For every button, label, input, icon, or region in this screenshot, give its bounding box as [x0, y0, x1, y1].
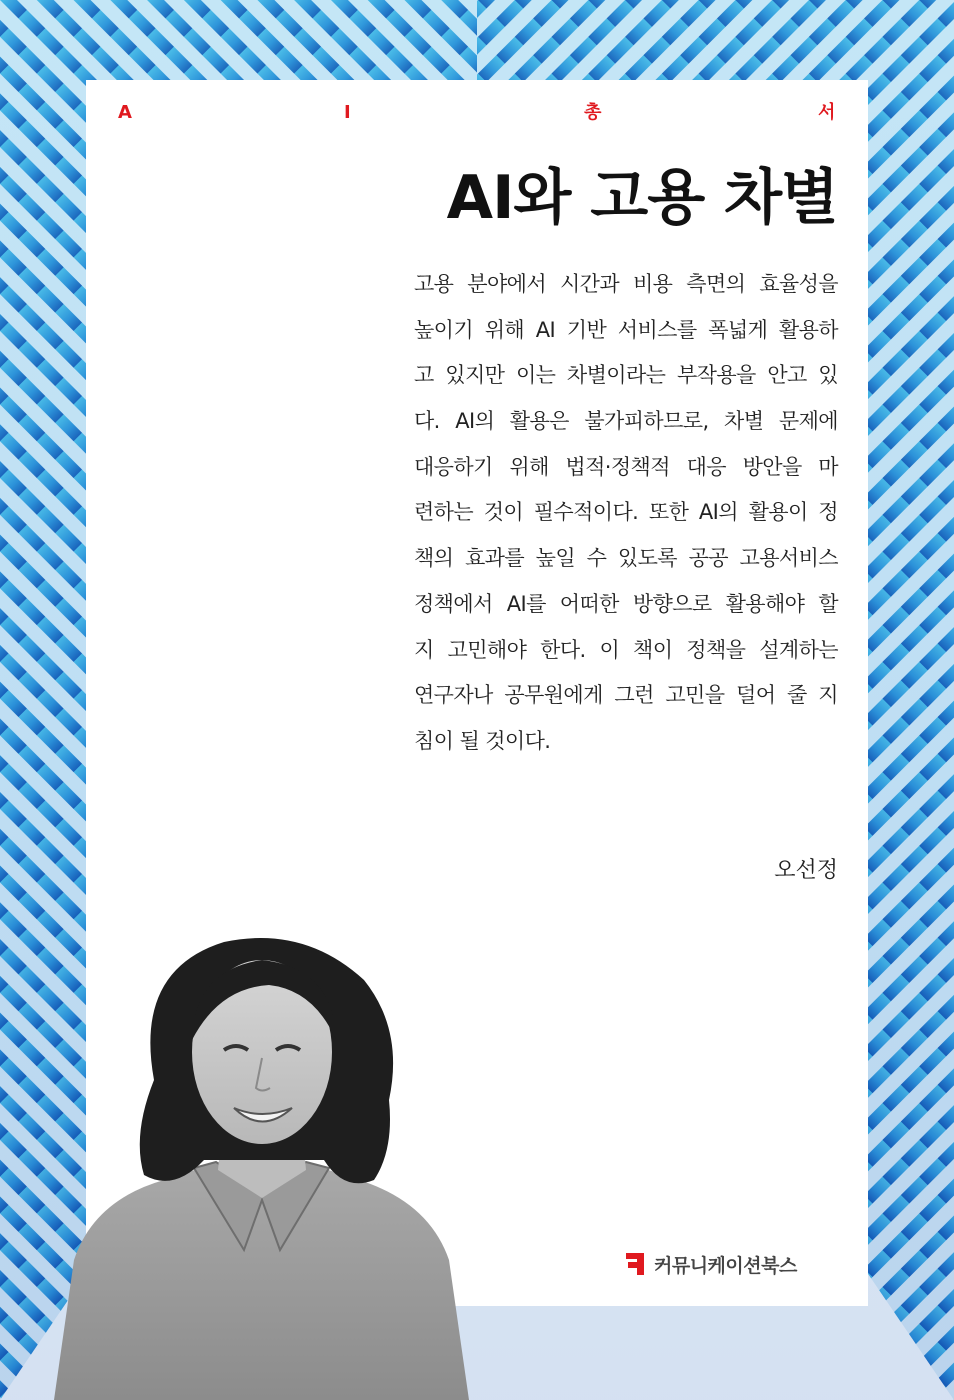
description-line: 연구자나 공무원에게 그런 고민을 덜어 줄 지: [414, 683, 838, 708]
author-portrait-photo: [44, 930, 474, 1400]
author-name: 오선정: [774, 858, 838, 883]
description-line: 련하는 것이 필수적이다. 또한 AI의 활용이 정: [414, 500, 838, 525]
description-line: 지 고민해야 한다. 이 책이 정책을 설계하는: [414, 637, 838, 662]
book-title: AI와 고용 차별: [446, 163, 838, 233]
description-line: 정책에서 AI를 어떠한 방향으로 활용해야 할: [414, 591, 838, 616]
description-line: 침이 될 것이다.: [414, 728, 551, 753]
description-line: 고 있지만 이는 차별이라는 부작용을 안고 있: [414, 363, 838, 388]
description-line: 대응하기 위해 법적·정책적 대응 방안을 마: [414, 454, 838, 479]
description-line: 다. AI의 활용은 불가피하므로, 차별 문제에: [414, 409, 838, 434]
publisher-logo: [624, 1249, 797, 1279]
description-line: 고용 분야에서 시간과 비용 측면의 효율성을: [414, 272, 838, 296]
series-letter-seo: 서: [818, 102, 836, 123]
publisher-logo-icon: [624, 1251, 646, 1277]
description-line: 책의 효과를 높일 수 있도록 공공 고용서비스: [414, 546, 838, 571]
description-line: 높이기 위해 AI 기반 서비스를 폭넓게 활용하: [414, 317, 838, 342]
series-letter-a: A: [118, 102, 132, 123]
series-letter-chong: 총: [584, 102, 602, 123]
description-text: [414, 262, 838, 765]
series-letter-i: I: [344, 102, 351, 123]
publisher-name: 커뮤니케이션북스: [654, 1254, 797, 1277]
